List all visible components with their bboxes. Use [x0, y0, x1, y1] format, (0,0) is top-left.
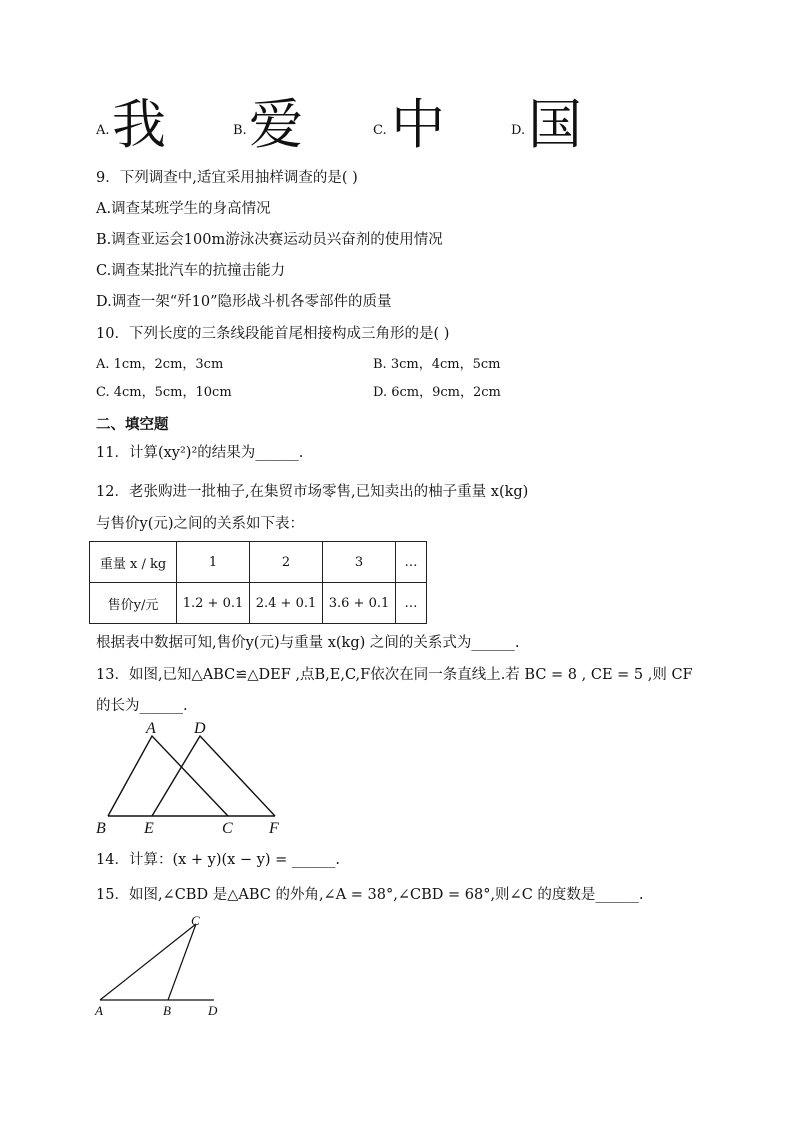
q12-line1: 12．老张购进一批柚子,在集贸市场零售,已知卖出的柚子重量 x(kg) [96, 484, 529, 500]
label-b: B [96, 820, 106, 837]
q10-option-d: D. 6cm，9cm，2cm [373, 385, 501, 400]
label-b: B [163, 1003, 171, 1018]
table-cell: 1.2 + 0.1 [177, 583, 250, 624]
option-b-char: 爱 [249, 93, 303, 156]
q15-figure [90, 908, 230, 1023]
label-d: D [208, 1003, 218, 1018]
table-cell: … [396, 583, 427, 624]
option-a-label: A. [96, 123, 110, 138]
label-c: C [222, 820, 233, 837]
label-a: A [146, 720, 156, 737]
option-d-char: 国 [528, 93, 582, 156]
option-c-label: C. [373, 123, 387, 138]
label-c: C [191, 913, 200, 928]
q13-figure [90, 718, 300, 838]
label-d: D [194, 720, 206, 737]
q10-stem: 10．下列长度的三条线段能首尾相接构成三角形的是( ) [96, 326, 450, 342]
table-cell: 重量 x / kg [90, 542, 177, 583]
label-a: A [95, 1003, 103, 1018]
q10-option-c: C. 4cm，5cm，10cm [96, 385, 232, 400]
q12-after: 根据表中数据可知,售价y(元)与重量 x(kg) 之间的关系式为______. [96, 635, 520, 651]
q9-option-c: C.调查某批汽车的抗撞击能力 [96, 263, 286, 279]
q13-line1: 13．如图,已知△ABC≌△DEF ,点B,E,C,F依次在同一条直线上.若 BC = 8 , CE = 5 ,则 CF [96, 667, 693, 683]
q9-option-b: B.调查亚运会100m游泳决赛运动员兴奋剂的使用情况 [96, 232, 443, 248]
option-a-char: 我 [112, 93, 166, 156]
option-c-char: 中 [391, 93, 445, 156]
table-cell: 1 [177, 542, 250, 583]
price-table [89, 541, 427, 624]
q10-option-b: B. 3cm，4cm，5cm [373, 357, 501, 372]
q12-line2: 与售价y(元)之间的关系如下表： [96, 516, 305, 532]
triangle-abc [108, 736, 228, 816]
label-f: F [269, 820, 279, 837]
table-row [90, 542, 427, 583]
q9-option-a: A.调查某班学生的身高情况 [96, 201, 271, 217]
q10-option-a: A. 1cm，2cm，3cm [96, 357, 224, 372]
option-d-label: D. [511, 123, 526, 138]
q11: 11．计算(xy²)²的结果为______. [96, 445, 304, 461]
option-b-label: B. [233, 123, 247, 138]
table-cell: 售价y/元 [90, 583, 177, 624]
q13-line2: 的长为______. [96, 698, 188, 714]
table-row [90, 583, 427, 624]
table-cell: 3.6 + 0.1 [323, 583, 396, 624]
q9-stem: 9．下列调查中,适宜采用抽样调查的是( ) [96, 170, 358, 186]
label-e: E [144, 820, 154, 837]
table-cell: … [396, 542, 427, 583]
triangle-def [152, 736, 275, 816]
table-cell: 3 [323, 542, 396, 583]
table-cell: 2 [250, 542, 323, 583]
q9-option-d: D.调查一架“歼10”隐形战斗机各零部件的质量 [96, 294, 392, 310]
q15-stem: 15．如图,∠CBD 是△ABC 的外角,∠A = 38°,∠CBD = 68°,则∠C 的度数是______. [96, 887, 644, 903]
q14: 14．计算：(x + y)(x − y) = ______. [96, 852, 341, 868]
section-title: 二、填空题 [96, 416, 169, 433]
table-cell: 2.4 + 0.1 [250, 583, 323, 624]
